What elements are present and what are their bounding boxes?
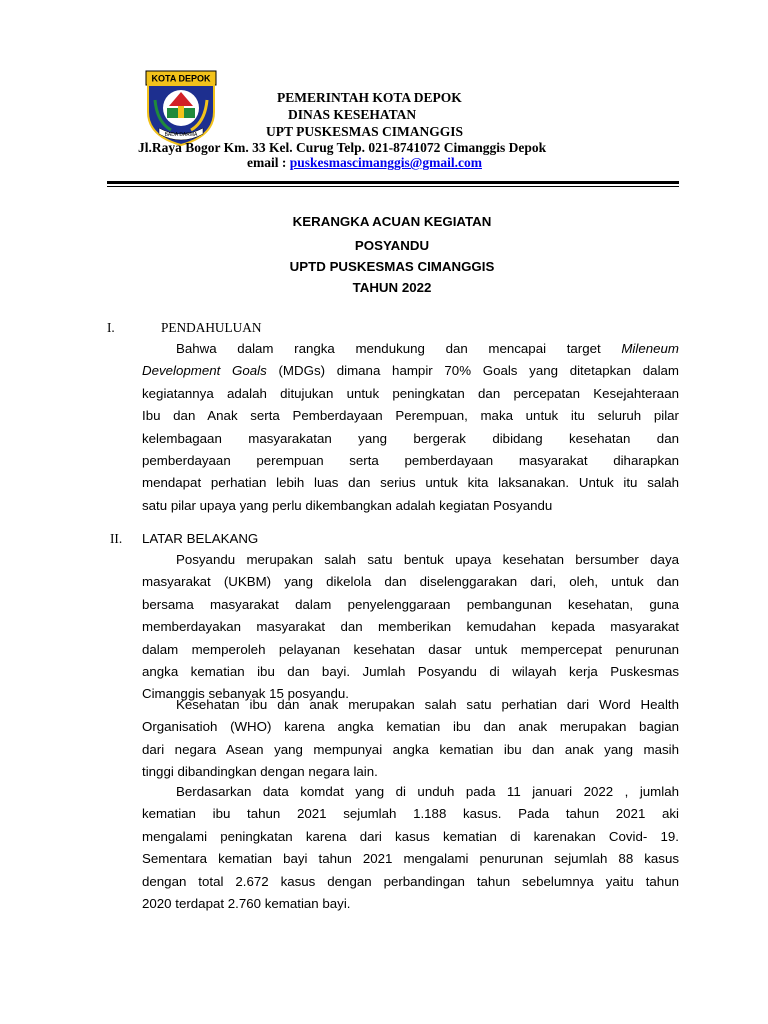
text-line: pemberdayaan perempuan serta pemberdayaan masyarakat diharapkan: [142, 453, 679, 469]
text-line: masyarakat (UKBM) yang dikelola dan diselenggarakan dari, oleh, untuk dan: [142, 574, 679, 590]
letterhead-unit: UPT PUSKESMAS CIMANGGIS: [266, 124, 464, 139]
text-line: kelembagaan masyarakatan yang bergerak dibidang kesehatan dan: [142, 430, 679, 446]
section1-number: I.: [107, 320, 115, 335]
email-link[interactable]: puskesmascimanggis@gmail.com: [289, 155, 482, 170]
letterhead-rule-thin: [107, 186, 679, 187]
text-line: Development Goals (MDGs) dimana hampir 70% Goals yang ditetapkan dalam: [142, 363, 679, 379]
text-line: angka kematian ibu dan bayi. Jumlah Posyandu di wilayah kerja Puskesmas: [142, 664, 679, 680]
text-line: Organisatioh (WHO) karena angka kematian ibu dan anak merupakan bagian: [142, 719, 679, 735]
document-title-line3: UPTD PUSKESMAS CIMANGGIS: [289, 259, 495, 274]
section2-heading: LATAR BELAKANG: [142, 531, 259, 546]
text-line: tinggi dibandingkan dengan negara lain.: [142, 764, 378, 780]
text-line: dari negara Asean yang mempunyai angka kematian ibu dan anak yang masih: [142, 741, 679, 757]
text-line: mengalami peningkatan karena dari kasus kematian di karenakan Covid- 19.: [142, 828, 679, 844]
letterhead-rule-thick: [107, 181, 679, 184]
text-line: Sementara kematian bayi tahun 2021 mengalami penurunan sejumlah 88 kasus: [142, 851, 679, 867]
letterhead-government: PEMERINTAH KOTA DEPOK: [277, 90, 462, 105]
email-label: email :: [247, 155, 290, 170]
text-line: Ibu dan Anak serta Pemberdayaan Perempuan, maka untuk itu seluruh pilar: [142, 408, 679, 424]
letterhead-department: DINAS KESEHATAN: [288, 107, 417, 122]
text-line: kegiatannya adalah ditujukan untuk peningkatan dan percepatan Kesejahteraan: [142, 385, 679, 401]
emblem-motto: BADA DARMA: [164, 132, 198, 138]
text-line: mendapat perhatian lebih luas dan serius untuk kita laksanakan. Untuk itu salah: [142, 475, 679, 491]
section2-number: II.: [110, 531, 123, 546]
text-line: Kesehatan ibu dan anak merupakan salah satu perhatian dari Word Health: [176, 697, 679, 712]
letterhead-email-line: [247, 155, 482, 171]
text-line: Cimanggis sebanyak 15 posyandu.: [142, 686, 349, 702]
text-line: bersama masyarakat dalam penyelenggaraan pembangunan kesehatan, guna: [142, 596, 679, 612]
text-line: dalam memperoleh pelayanan kesehatan dasar untuk mempercepat penurunan: [142, 641, 679, 657]
emblem-banner-text: KOTA DEPOK: [151, 73, 211, 84]
section2-paragraph-2: [142, 694, 679, 784]
text-line: dengan total 2.672 kasus dengan perbandingan tahun sebelumnya yaitu tahun: [142, 873, 679, 889]
text-line: 2020 terdapat 2.760 kematian bayi.: [142, 896, 351, 912]
text-line: memberdayakan masyarakat dan memberikan kemudahan kepada masyarakat: [142, 619, 679, 635]
section2-paragraph-1: [142, 549, 679, 706]
text-line: kematian ibu tahun 2021 sejumlah 1.188 kasus. Pada tahun 2021 aki: [142, 806, 679, 822]
document-title-line4: TAHUN 2022: [352, 280, 432, 295]
text-line: Posyandu merupakan salah satu bentuk upaya kesehatan bersumber daya: [176, 552, 679, 567]
section2-paragraph-3: [142, 781, 679, 915]
text-line: Berdasarkan data komdat yang di unduh pada 11 januari 2022 , jumlah: [176, 784, 679, 799]
document-title-line2: POSYANDU: [354, 238, 430, 253]
section1-heading: PENDAHULUAN: [161, 320, 262, 335]
document-title-line1: KERANGKA ACUAN KEGIATAN: [292, 214, 492, 229]
kota-depok-emblem: [145, 70, 217, 146]
section1-paragraph: [142, 338, 679, 517]
text-line: satu pilar upaya yang perlu dikembangkan adalah kegiatan Posyandu: [142, 497, 553, 513]
text-line: Bahwa dalam rangka mendukung dan mencapai target Mileneum: [176, 341, 679, 356]
letterhead-address: Jl.Raya Bogor Km. 33 Kel. Curug Telp. 021-8741072 Cimanggis Depok: [138, 140, 547, 155]
